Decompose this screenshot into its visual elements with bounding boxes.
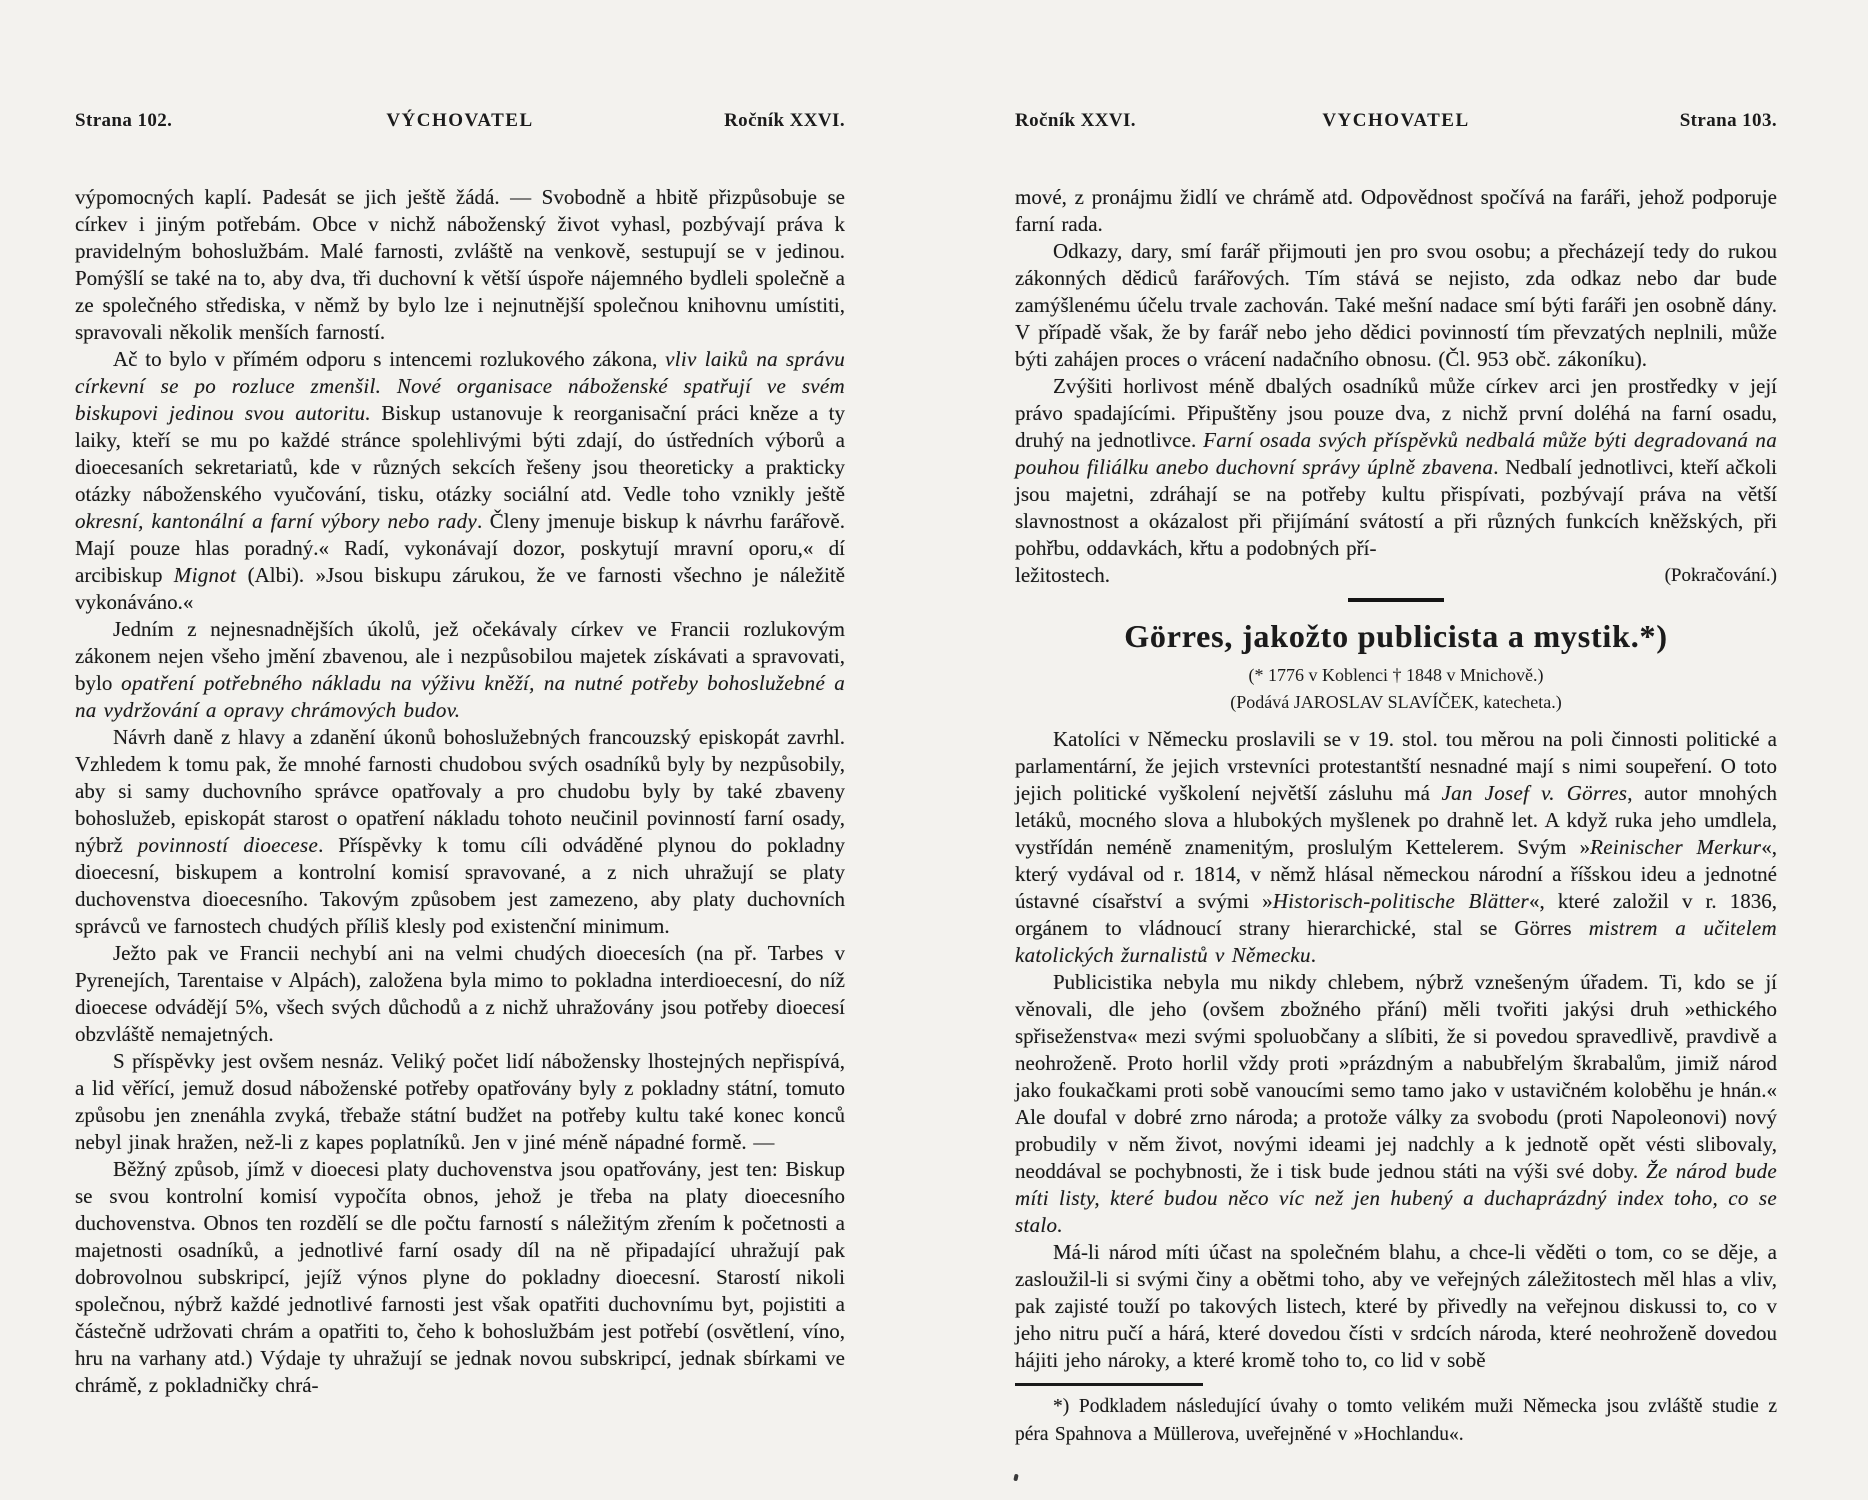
paragraph: Publicistika nebyla mu nikdy chlebem, nýbrž vznešeným úřadem. Ti, kdo se jí věnovali, dle jeho (ovšem zbožného přání) měli tvořiti jakýsi druh »ethického spřiseženstva« mezi svými spoluobčany a slíbiti, že si povedou spravedlivě, pravdivě a neohroženě. Proto horlil vždy proti »prázdným a nabubřelým škrabalům, jimiž národ jako foukačkami proti sobě vanoucími semo tamo jako v ustavičném koloběhu je hnán.« Ale doufal v dobré zrno národa; a protože války za svobodu (proti Napoleonovi) nový probudily v něm život, novými ideami jej nadchly a k jednotě opět vésti slibovaly, neoddával se pochybnosti, že i tisk bude jednou státi na výši své doby. Že národ bude míti listy, které budou něco víc než jen hubený a duchaprázdný index toho, co se stalo. xyxy=(1015,970,1777,1237)
paragraph: Ač to bylo v přímém odporu s intencemi rozlukového zákona, vliv laiků na správu církevní se po rozluce zmenšil. Nové organisace náboženské spatřují ve svém biskupovi jedinou svou autoritu. Biskup ustanovuje k reorganisační práci kněze a ty laiky, kteří se mu po každé stránce spolehlivými býti zdají, do ústředních výborů a dioecesaních sekretariatů, kde v různých sekcích řešeny jsou theoreticky a prakticky otázky náboženského vyučování, tisku, otázky sociální atd. Vedle toho vznikly ještě okresní, kantonální a farní výbory nebo rady. Členy jmenuje biskup k návrhu farářově. Mají pouze hlas poradný.« Radí, vykonávají dozor, poskytují mravní oporu,« dí arcibiskup Mignot (Albi). »Jsou biskupu zárukou, že ve farnosti všechno je náležitě vykonáváno.« xyxy=(75,347,845,614)
paragraph: Zvýšiti horlivost méně dbalých osadníků může církev arci jen prostředky v její právo spadajícími. Připuštěny jsou pouze dva, z nichž první doléhá na farní osadu, druhý na jednotlivce. Farní osada svých příspěvků nedbalá může býti degradovaná na pouhou filiálku anebo duchovní správy úplně zbavena. Nedbalí jednotlivci, kteří ačkoli jsou majetni, zdráhají se na potřeby kultu přispívati, pozbývají práva na větší slavnostnost a okázalost při přijímání svátostí a při různých funkcích kněžských, při pohřbu, oddavkách, křtu a podobných pří- xyxy=(1015,374,1777,560)
continuation-note: (Pokračování.) xyxy=(1664,565,1777,586)
page-right xyxy=(1015,110,1777,1449)
paragraph: Ježto pak ve Francii nechybí ani na velmi chudých dioecesích (na př. Tarbes v Pyrenejích, Tarentaise v Alpách), založena byla mimo to pokladna interdioecesní, do níž dioecese odvádějí 5%, všech svých důchodů a z nichž uhražovány jsou potřeby dioecesí obzvláště nemajetných. xyxy=(75,941,845,1046)
page-left-body xyxy=(75,184,845,1399)
page-number-right: Strana 103. xyxy=(1679,110,1777,131)
last-line-text: ležitostech. xyxy=(1015,563,1111,587)
running-head-left xyxy=(75,110,845,138)
journal-masthead-left: VÝCHOVATEL xyxy=(386,110,534,131)
journal-masthead-right: VYCHOVATEL xyxy=(1322,110,1470,131)
paragraph: Katolíci v Německu proslavili se v 19. stol. tou měrou na poli činnosti politické a parlamentární, že jejich vrstevníci protestantští nesnadné mají s nimi soupeření. O toto jejich politické vyškolení největší zásluhu má Jan Josef v. Görres, autor mnohých letáků, mocného slova a hlubokých myšlenek po drahně let. A když ruka jeho umdlela, vystřídán neméně znamenitým, proslulým Kettelerem. Svým »Reinischer Merkur«, který vydával od r. 1814, v němž hlásal německou národní a říšskou ideu a jednotné ústavné císařství a svými »Historisch-politische Blätter«, které založil v r. 1836, orgánem to vládnoucí strany hierarchické, stal se Görres mistrem a učitelem katolických žurnalistů v Německu. xyxy=(1015,727,1777,967)
ink-speck xyxy=(1013,1474,1018,1482)
article-subtitle-dates: (* 1776 v Koblenci † 1848 v Mnichově.) xyxy=(1248,665,1544,685)
paragraph: Má-li národ míti účast na společném blahu, a chce-li věděti o tom, co se děje, a zasloužil-li si svými činy a obětmi toho, aby ve veřejných záležitostech měl hlas a vliv, pak zajisté touží po takových listech, které by přivedly na veřejnou diskussi to, co v jeho nitru pučí a hárá, které dovedou čísti v srdcích národa, které neohroženě dovedou hájiti jeho nároky, a které kromě toho to, co lid v sobě xyxy=(1015,1240,1777,1372)
section-divider xyxy=(1348,598,1444,602)
article2-body xyxy=(1015,726,1777,1374)
paragraph: Jedním z nejnesnadnějších úkolů, jež očekávaly církev ve Francii rozlukovým zákonem nejen všeho jmění zbavenou, ale i nezpůsobilou majetek získávati a spravovati, bylo opatření potřebného nákladu na výživu kněží, na nutné potřeby bohoslužebné a na vydržování a opravy chrámových budov. xyxy=(75,617,845,722)
article1-continuation-body xyxy=(1015,184,1777,589)
volume-label-left: Ročník XXVI. xyxy=(724,110,845,131)
paragraph: *) Podkladem následující úvahy o tomto velikém muži Německa jsou zvláště studie z péra Spahnova a Müllerova, uveřejněné v »Hochlandu«. xyxy=(1015,1396,1777,1445)
paragraph: S příspěvky jest ovšem nesnáz. Veliký počet lidí nábožensky lhostejných nepřispívá, a lid věřící, jemuž dosud náboženské potřeby opatřovány byly z pokladny státní, tomuto způsobu jen znenáhla zvyká, třebaže státní budžet na potřeby kultu také konec konců nebyl jinak hražen, než-li z kapes poplatníků. Jen v jiné méně nápadné formě. — xyxy=(75,1049,845,1154)
paragraph: Návrh daně z hlavy a zdanění úkonů bohoslužebných francouzský episkopát zavrhl. Vzhledem k tomu pak, že mnohé farnosti chudobou svých osadníků byly by nezpůsobily, aby si samy duchovního správce opatřovaly a pro chudobu byly by také zbaveny bohoslužeb, episkopát starost o opatření nákladu tohoto neučinil povinností farní osady, nýbrž povinností dioecese. Příspěvky k tomu cíli odváděné plynou do pokladny dioecesní, biskupem a kontrolní komisí spravované, a z nich uhražují se platy duchovenstva dioecesního. Takovým způsobem jest zamezeno, aby platy duchovních správců ve farnostech chudých příliš klesly pod existenční minimum. xyxy=(75,725,845,938)
article-subtitle-author: (Podává JAROSLAV SLAVÍČEK, katecheta.) xyxy=(1230,692,1562,712)
paragraph: mové, z pronájmu židlí ve chrámě atd. Odpovědnost spočívá na faráři, jehož podporuje farní rada. xyxy=(1015,185,1777,236)
paragraph: Běžný způsob, jímž v dioecesi platy duchovenstva jsou opatřovány, jest ten: Biskup se svou kontrolní komisí vypočíta obnos, jehož je třeba na platy dioecesního duchovenstva. Obnos ten rozdělí se dle počtu farností s náležitým zřením k početnosti a majetnosti osadníků, a jednotlivé farní osady díl na ně připadající uhražují pak dobrovolnou subskripcí, jejíž výnos plyne do pokladny dioecesní. Starostí nikoli společnou, nýbrž každé jednotlivé farnosti jest však opatřiti duchovnímu byt, pojistiti a částečně udržovati chrám a opatřiti to, čeho k bohoslužbám jest potřebí (osvětlení, víno, hru na varhany atd.) Výdaje ty uhražují se jednak novou subskripcí, jednak sbírkami ve chrámě, z pokladničky chrá- xyxy=(75,1157,845,1397)
page-number-left: Strana 102. xyxy=(75,110,173,131)
running-head-right xyxy=(1015,110,1777,138)
page-left xyxy=(75,110,845,1399)
footnote xyxy=(1015,1393,1777,1449)
footnote-rule xyxy=(1015,1383,1203,1386)
paragraph-last-line xyxy=(1015,562,1777,589)
volume-label-right: Ročník XXVI. xyxy=(1015,110,1136,131)
paragraph: Odkazy, dary, smí farář přijmouti jen pro svou osobu; a přecházejí tedy do rukou zákonných dědiců farářových. Tím stává se nejisto, zda odkaz nebo dar bude zamýšlenému účelu trvale zachován. Také mešní nadace smí býti faráři jen osobně dány. V případě však, že by farář nebo jeho dědici povinností tím převzatých neplnili, může býti zahájen proces o vrácení nadačního obnosu. (Čl. 953 obč. zákoníku). xyxy=(1015,239,1777,371)
article-title: Görres, jakožto publicista a mystik.*) xyxy=(1124,618,1668,654)
paragraph: výpomocných kaplí. Padesát se jich ještě žádá. — Svobodně a hbitě přizpůsobuje se církev i jiným potřebám. Obce v nichž náboženský život vyhasl, pozbývají práva k pravidelným bohoslužbám. Malé farnosti, zvláště na venkově, sestupují se v jedinou. Pomýšlí se také na to, aby dva, tři duchovní k větší úspoře nájemného bydleli společně a ze společného střediska, v němž by bylo lze i nejnutnější společnou knihovnu umístiti, spravovali několik menších farností. xyxy=(75,185,845,344)
